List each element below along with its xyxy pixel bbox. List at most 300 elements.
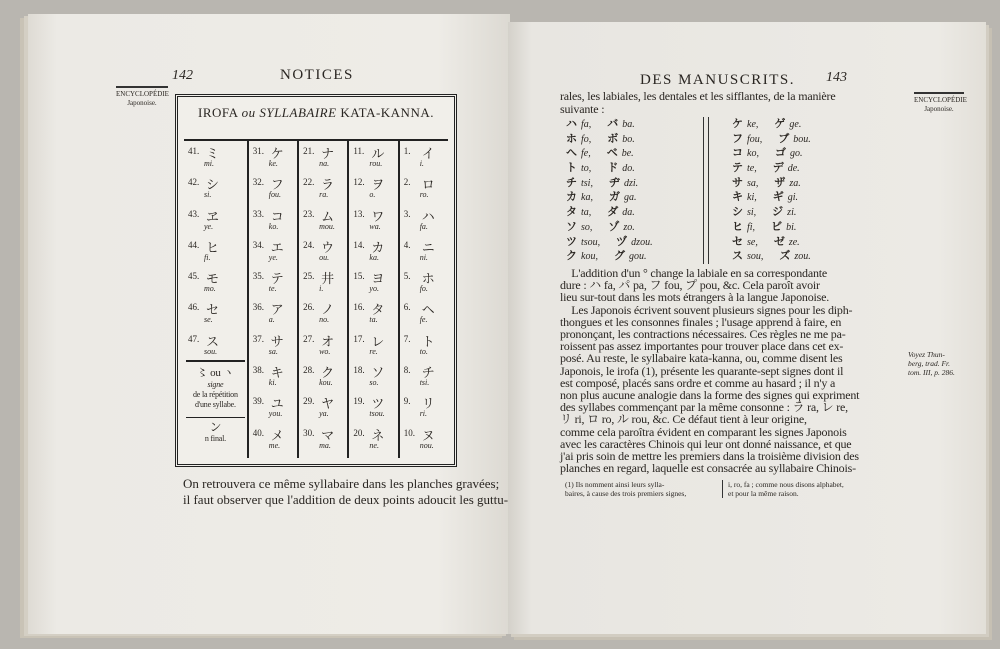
romanization: ko, bbox=[747, 148, 759, 160]
kana-glyph: リ bbox=[421, 397, 435, 413]
romanization: ye. bbox=[204, 221, 214, 231]
kana-glyph: ギ bbox=[772, 190, 784, 204]
romanization: te, bbox=[747, 163, 757, 175]
table-cell bbox=[349, 360, 397, 391]
pairs-left bbox=[566, 117, 700, 264]
table-cell bbox=[400, 329, 448, 360]
kana-glyph: ハ bbox=[421, 209, 435, 225]
romanization: mo. bbox=[204, 284, 216, 294]
kana-glyph: ネ bbox=[371, 428, 385, 444]
romanization: ge. bbox=[789, 119, 802, 130]
syllable-number: 17. bbox=[353, 333, 365, 344]
table-cell bbox=[299, 360, 347, 391]
text-line: lieu sur-tout dans les mots étrangers à la langue Japonoise. bbox=[560, 290, 830, 305]
kana-glyph: ユ bbox=[270, 397, 284, 413]
table-cell bbox=[299, 266, 347, 297]
kana-pair bbox=[732, 176, 872, 191]
kana-glyph: ダ bbox=[607, 205, 619, 219]
table-cell bbox=[299, 235, 347, 266]
romanization: fo. bbox=[419, 284, 428, 294]
romanization: wo. bbox=[319, 346, 331, 356]
table-cell bbox=[184, 329, 247, 360]
table-cell bbox=[349, 204, 397, 235]
syllable-number: 27. bbox=[303, 333, 315, 344]
text-line: thongues et les consonnes finales ; l'usage apprend à faire, en bbox=[560, 314, 842, 329]
romanization: fi, bbox=[747, 221, 756, 233]
right-page-number: 143 bbox=[826, 70, 847, 85]
syllable-number: 44. bbox=[188, 239, 200, 250]
kana-pair bbox=[566, 132, 700, 147]
table-cell bbox=[299, 172, 347, 203]
romanization: sou, bbox=[747, 251, 764, 263]
kana-glyph: ビ bbox=[771, 219, 783, 233]
title-part: SYLLABAIRE bbox=[259, 105, 337, 120]
romanization: so. bbox=[369, 378, 379, 388]
kana-glyph: ラ bbox=[321, 178, 335, 194]
kana-glyph: ホ bbox=[421, 272, 435, 288]
text-line: rales, les labiales, les dentales et les sifflantes, de la manière bbox=[560, 89, 836, 103]
kana-glyph: ハ bbox=[566, 117, 577, 130]
romanization: ka, bbox=[581, 192, 593, 204]
table-column bbox=[184, 141, 249, 458]
kana-glyph: タ bbox=[371, 303, 385, 319]
romanization: sa. bbox=[268, 346, 278, 356]
text-line: prononçant, les contractions nécessaires. Ces règles ne me pa- bbox=[560, 327, 846, 342]
syllable-number: 14. bbox=[353, 239, 365, 250]
romanization: za. bbox=[789, 177, 801, 189]
pairs-divider bbox=[703, 117, 709, 264]
right-side-note bbox=[914, 92, 967, 114]
kana-glyph: ナ bbox=[321, 147, 335, 162]
syllable-number: 37. bbox=[252, 333, 265, 344]
romanization: yo. bbox=[369, 284, 379, 294]
syllable-number: 29. bbox=[303, 396, 315, 407]
kana-glyph: ア bbox=[270, 303, 284, 319]
kana-glyph: サ bbox=[270, 334, 284, 350]
romanization: kou, bbox=[581, 251, 598, 263]
left-page-number: 142 bbox=[172, 68, 193, 83]
table-cell bbox=[400, 141, 448, 172]
kana-glyph: ク bbox=[566, 249, 577, 263]
kana-glyph: ト bbox=[566, 161, 577, 175]
side-note-line: Japonoise. bbox=[127, 99, 157, 107]
romanization: gi. bbox=[787, 192, 798, 204]
table-cell bbox=[184, 235, 247, 266]
syllable-grid bbox=[184, 139, 448, 458]
romanization: ta, bbox=[581, 207, 592, 219]
table-cell bbox=[349, 423, 397, 454]
syllable-number: 9. bbox=[403, 396, 411, 407]
romanization: de. bbox=[787, 163, 800, 175]
repetition-label: signe bbox=[207, 380, 224, 390]
syllable-number: 8. bbox=[403, 365, 411, 376]
repetition-sign: 〻 ou ヽ bbox=[196, 367, 235, 380]
romanization: fi. bbox=[204, 252, 211, 262]
syllable-number: 43. bbox=[188, 208, 200, 219]
kana-glyph: キ bbox=[732, 190, 743, 204]
table-cell bbox=[400, 172, 448, 203]
note-line: et pour la même raison. bbox=[728, 489, 799, 498]
syllable-number: 21. bbox=[303, 146, 315, 156]
syllable-number: 16. bbox=[353, 302, 365, 313]
kana-glyph: カ bbox=[566, 190, 577, 204]
syllable-number: 39. bbox=[252, 396, 265, 407]
romanization: to. bbox=[419, 346, 428, 356]
kana-pair bbox=[566, 146, 700, 161]
kana-glyph: サ bbox=[732, 175, 743, 189]
table-cell bbox=[249, 423, 297, 454]
kana-glyph: レ bbox=[371, 334, 385, 350]
syllable-number: 25. bbox=[303, 271, 315, 282]
kana-glyph: ソ bbox=[566, 219, 577, 233]
left-running-header: NOTICES bbox=[280, 67, 354, 83]
kana-glyph: ズ bbox=[779, 249, 791, 263]
table-cell bbox=[349, 391, 397, 422]
romanization: dzi. bbox=[623, 177, 639, 189]
kana-glyph: モ bbox=[206, 272, 220, 288]
syllable-number: 40. bbox=[252, 427, 265, 438]
table-cell bbox=[249, 204, 297, 235]
syllable-number: 1. bbox=[403, 146, 411, 156]
table-cell bbox=[349, 172, 397, 203]
text-line: non plus aucune analogie dans la forme des signes qui expriment bbox=[560, 388, 860, 403]
text-line: リ ri, ロ ro, ル rou, &c. Ce défaut tient à leur origine, bbox=[560, 412, 807, 427]
kana-glyph: ブ bbox=[778, 131, 790, 145]
kana-glyph: セ bbox=[206, 303, 220, 319]
romanization: fe. bbox=[419, 315, 428, 325]
table-cell bbox=[400, 297, 448, 328]
title-part: KATA-KANNA. bbox=[340, 105, 434, 120]
table-cell bbox=[299, 423, 347, 454]
romanization: go. bbox=[789, 148, 803, 160]
kana-glyph: マ bbox=[321, 428, 335, 444]
syllable-number: 31. bbox=[252, 146, 265, 156]
syllable-number: 11. bbox=[353, 146, 365, 156]
kana-pair bbox=[566, 235, 700, 250]
kana-glyph: ヨ bbox=[371, 272, 385, 288]
text-line: est composé, placés sans ordre et comme au hasard ; il n'y a bbox=[560, 375, 836, 390]
kana-glyph: ミ bbox=[206, 147, 220, 162]
table-cell bbox=[184, 141, 247, 172]
kana-glyph: ゾ bbox=[608, 219, 620, 233]
table-cell bbox=[249, 391, 297, 422]
irofa-table bbox=[175, 94, 457, 467]
table-cell bbox=[400, 266, 448, 297]
table-title bbox=[178, 105, 454, 121]
romanization: ra. bbox=[319, 190, 329, 200]
kana-glyph: タ bbox=[566, 205, 577, 219]
table-cell bbox=[400, 391, 448, 422]
syllable-number: 18. bbox=[353, 365, 365, 376]
kana-glyph: イ bbox=[421, 147, 435, 162]
kana-glyph: ベ bbox=[606, 146, 618, 160]
table-cell bbox=[400, 423, 448, 454]
kana-pair bbox=[732, 220, 872, 235]
syllable-number: 4. bbox=[403, 239, 411, 250]
romanization: to, bbox=[581, 163, 592, 175]
kana-glyph: セ bbox=[732, 234, 743, 248]
romanization: da. bbox=[622, 207, 635, 219]
romanization: nou. bbox=[419, 440, 434, 450]
syllable-number: 20. bbox=[353, 427, 365, 438]
kana-glyph: ガ bbox=[608, 190, 620, 204]
syllable-number: 35. bbox=[252, 271, 265, 282]
table-cell bbox=[249, 172, 297, 203]
syllable-number: 7. bbox=[403, 333, 411, 344]
footnote-left bbox=[565, 480, 686, 498]
syllable-number: 15. bbox=[353, 271, 365, 282]
text-line: Japonois, le irofa (1), présente les quarante-sept signes dont il bbox=[560, 363, 844, 378]
romanization: ne. bbox=[369, 440, 379, 450]
table-cell bbox=[299, 297, 347, 328]
romanization: ka. bbox=[369, 252, 379, 262]
romanization: zou. bbox=[794, 251, 811, 263]
kana-glyph: ゼ bbox=[773, 234, 785, 248]
syllable-number: 45. bbox=[188, 271, 200, 282]
repetition-label: de la répétition bbox=[193, 390, 238, 400]
syllable-number: 38. bbox=[252, 365, 265, 376]
syllable-number: 34. bbox=[252, 239, 265, 250]
table-cell bbox=[299, 204, 347, 235]
kana-pair bbox=[566, 117, 700, 132]
romanization: ki. bbox=[268, 378, 277, 388]
kana-glyph: ヤ bbox=[321, 397, 335, 413]
romanization: fe, bbox=[581, 148, 591, 160]
table-cell bbox=[249, 360, 297, 391]
note-line: (1) Ils nomment ainsi leurs sylla- bbox=[565, 480, 665, 489]
kana-glyph: ヒ bbox=[206, 240, 220, 256]
kana-glyph: テ bbox=[270, 272, 284, 288]
kana-pair bbox=[566, 190, 700, 205]
kana-glyph: ス bbox=[732, 249, 743, 263]
syllable-number: 5. bbox=[403, 271, 411, 282]
table-cell bbox=[349, 235, 397, 266]
kana-glyph: ウ bbox=[321, 240, 335, 256]
syllable-number: 42. bbox=[188, 177, 200, 188]
romanization: dzou. bbox=[631, 236, 653, 248]
syllable-number: 32. bbox=[252, 177, 265, 188]
romanization: so, bbox=[581, 221, 593, 233]
margin-note bbox=[908, 350, 955, 377]
syllable-number: 28. bbox=[303, 365, 315, 376]
table-column bbox=[249, 141, 299, 458]
kana-glyph: デ bbox=[772, 161, 784, 175]
syllable-number: 47. bbox=[188, 333, 200, 344]
kana-pair bbox=[566, 161, 700, 176]
kana-pair bbox=[732, 117, 872, 132]
kana-glyph: ツ bbox=[566, 234, 577, 248]
romanization: ma. bbox=[319, 440, 331, 450]
romanization: si. bbox=[204, 190, 212, 200]
kana-glyph: フ bbox=[270, 178, 284, 194]
kana-glyph: ヲ bbox=[371, 178, 385, 194]
romanization: ki, bbox=[747, 192, 757, 204]
text-line: posé. Au reste, le syllabaire kata-kanna, ou, comme disent les bbox=[560, 351, 843, 366]
kana-glyph: ロ bbox=[421, 178, 435, 194]
kana-glyph: ゴ bbox=[774, 146, 786, 160]
table-cell bbox=[400, 235, 448, 266]
final-n-sign: ン bbox=[209, 420, 222, 435]
kana-glyph: ヅ bbox=[616, 234, 628, 248]
romanization: i. bbox=[319, 284, 324, 294]
table-cell bbox=[349, 297, 397, 328]
kana-glyph: ソ bbox=[371, 366, 385, 382]
romanization: fa, bbox=[581, 119, 592, 130]
romanization: tsi. bbox=[419, 378, 430, 388]
romanization: ke, bbox=[747, 119, 759, 130]
romanization: i. bbox=[419, 159, 424, 168]
repetition-label: d'une syllabe. bbox=[194, 400, 236, 410]
romanization: ta. bbox=[369, 315, 378, 325]
kana-pair bbox=[732, 235, 872, 250]
kana-pair bbox=[566, 220, 700, 235]
table-cell bbox=[249, 235, 297, 266]
kana-glyph: ゲ bbox=[774, 117, 786, 130]
table-cell bbox=[299, 391, 347, 422]
romanization: sa, bbox=[747, 177, 759, 189]
table-cell bbox=[349, 141, 397, 172]
kana-glyph: ケ bbox=[270, 147, 284, 162]
kana-glyph: シ bbox=[732, 205, 743, 219]
final-n-label: n final. bbox=[204, 434, 226, 444]
romanization: fou. bbox=[268, 190, 282, 200]
left-side-note bbox=[116, 86, 168, 108]
romanization: tsou. bbox=[369, 409, 385, 419]
syllable-number: 3. bbox=[403, 208, 411, 219]
romanization: wa. bbox=[369, 221, 381, 231]
kana-glyph: チ bbox=[566, 175, 577, 189]
table-cell bbox=[349, 266, 397, 297]
romanization: se. bbox=[204, 315, 213, 325]
kana-glyph: ワ bbox=[371, 209, 385, 225]
kana-glyph: チ bbox=[421, 366, 435, 382]
romanization: ri. bbox=[419, 409, 428, 419]
romanization: be. bbox=[621, 148, 634, 160]
kana-glyph: ヌ bbox=[421, 428, 435, 444]
text-line: il faut observer que l'addition de deux points adoucit les guttu- bbox=[183, 492, 509, 507]
table-cell bbox=[249, 329, 297, 360]
romanization: me. bbox=[268, 440, 281, 450]
kana-pair bbox=[732, 190, 872, 205]
romanization: zo. bbox=[623, 221, 635, 233]
kana-pair bbox=[566, 176, 700, 191]
text-line: roissent pas assez importantes pour trouver place dans cet ex- bbox=[560, 339, 844, 354]
syllable-number: 46. bbox=[188, 302, 200, 313]
text-line: des syllabes commençant par la même consonne : ラ ra, レ re, bbox=[560, 400, 848, 415]
table-cell bbox=[249, 141, 297, 172]
kana-glyph: コ bbox=[732, 146, 743, 160]
romanization: re. bbox=[369, 346, 378, 356]
text-line: comme cela paroîtra évident en comparant les signes Japonois bbox=[560, 424, 847, 439]
romanization: a. bbox=[268, 315, 275, 325]
footnote-right bbox=[722, 480, 844, 498]
kana-glyph: ヱ bbox=[206, 209, 220, 225]
syllable-number: 10. bbox=[403, 427, 415, 438]
note-line: berg, trad. Fr. bbox=[908, 359, 951, 368]
right-paragraph bbox=[560, 267, 859, 474]
kana-glyph: テ bbox=[732, 161, 743, 175]
kana-glyph: ル bbox=[371, 147, 385, 162]
romanization: zi. bbox=[787, 207, 797, 219]
title-part: IROFA bbox=[198, 105, 238, 120]
text-line: L'addition d'un ° change la labiale en sa correspondante bbox=[560, 266, 828, 280]
kana-glyph: ム bbox=[321, 209, 335, 225]
syllable-number: 36. bbox=[252, 302, 265, 313]
syllable-number: 24. bbox=[303, 239, 315, 250]
kana-glyph: フ bbox=[732, 131, 743, 145]
kana-glyph: ツ bbox=[371, 397, 385, 413]
kana-glyph: ヘ bbox=[566, 146, 577, 160]
pairs-right bbox=[732, 117, 872, 264]
romanization: ni. bbox=[419, 252, 428, 262]
syllable-number: 22. bbox=[303, 177, 315, 188]
romanization: ga. bbox=[623, 192, 637, 204]
romanization: you. bbox=[268, 409, 283, 419]
romanization: ke. bbox=[268, 159, 278, 168]
text-line: suivante : bbox=[560, 102, 605, 116]
left-text bbox=[183, 476, 508, 508]
table-cell bbox=[349, 329, 397, 360]
romanization: fo, bbox=[581, 133, 592, 145]
kana-glyph: ヒ bbox=[732, 219, 743, 233]
kana-pair bbox=[732, 132, 872, 147]
table-cell bbox=[184, 204, 247, 235]
kana-glyph: ケ bbox=[732, 117, 743, 130]
romanization: si, bbox=[747, 207, 757, 219]
kana-glyph: バ bbox=[607, 117, 619, 130]
romanization: do. bbox=[622, 163, 635, 175]
table-cell bbox=[400, 360, 448, 391]
kana-pair bbox=[732, 146, 872, 161]
romanization: kou. bbox=[319, 378, 333, 388]
romanization: fa. bbox=[419, 221, 428, 231]
text-line: avec les caractères Chinois qui leur ont donné naissance, et que bbox=[560, 436, 852, 451]
romanization: mou. bbox=[319, 221, 335, 231]
title-part: ou bbox=[241, 105, 256, 120]
kana-glyph: ボ bbox=[607, 131, 619, 145]
kana-glyph: オ bbox=[321, 334, 335, 350]
kana-glyph: ヂ bbox=[608, 175, 620, 189]
kana-glyph: 井 bbox=[321, 272, 335, 288]
syllable-number: 13. bbox=[353, 208, 365, 219]
kana-glyph: ト bbox=[421, 334, 435, 350]
final-n-cell bbox=[186, 417, 245, 444]
table-cell bbox=[400, 204, 448, 235]
romanization: tsou, bbox=[581, 236, 601, 248]
kana-pair bbox=[732, 249, 872, 264]
romanization: ze. bbox=[788, 236, 800, 248]
table-cell bbox=[184, 172, 247, 203]
romanization: ou. bbox=[319, 252, 330, 262]
romanization: ko. bbox=[268, 221, 279, 231]
table-cell bbox=[184, 297, 247, 328]
kana-glyph: ジ bbox=[772, 205, 784, 219]
table-cell bbox=[184, 266, 247, 297]
text-line: dure : ハ fa, パ pa, フ fou, プ pou, &c. Cela paroît avoir bbox=[560, 278, 820, 293]
romanization: ba. bbox=[622, 119, 635, 130]
table-cell bbox=[249, 297, 297, 328]
kana-glyph: メ bbox=[270, 428, 284, 444]
romanization: mi. bbox=[204, 159, 214, 168]
romanization: ro. bbox=[419, 190, 429, 200]
syllable-number: 12. bbox=[353, 177, 365, 188]
kana-glyph: カ bbox=[371, 240, 385, 256]
syllable-number: 23. bbox=[303, 208, 315, 219]
romanization: na. bbox=[319, 159, 330, 168]
right-running-header: DES MANUSCRITS. bbox=[640, 72, 796, 88]
syllable-number: 33. bbox=[252, 208, 265, 219]
kana-glyph: ザ bbox=[774, 175, 786, 189]
